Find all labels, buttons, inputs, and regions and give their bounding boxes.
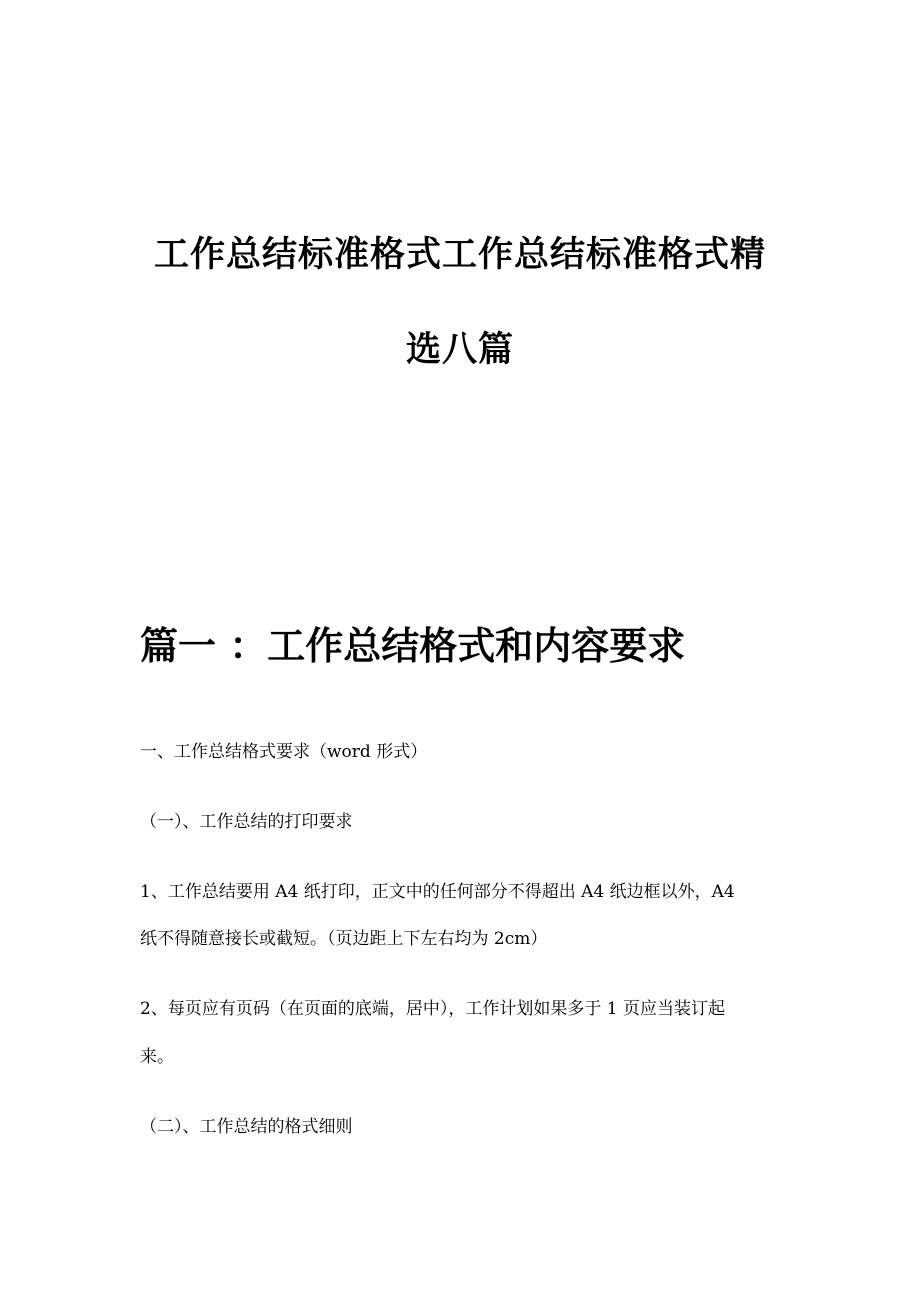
paragraph-item-1-line-1: 1、工作总结要用 A4 纸打印，正文中的任何部分不得超出 A4 纸边框以外，A4 bbox=[140, 882, 735, 902]
paragraph-print-requirements: （一）、工作总结的打印要求 bbox=[140, 812, 353, 832]
paragraph-format-details: （二）、工作总结的格式细则 bbox=[140, 1117, 353, 1137]
document-title-line-1: 工作总结标准格式工作总结标准格式精 bbox=[153, 235, 766, 275]
paragraph-item-2-line-1: 2、每页应有页码（在页面的底端，居中），工作计划如果多于 1 页应当装订起 bbox=[140, 999, 725, 1019]
paragraph-format-requirements: 一、工作总结格式要求（word 形式） bbox=[140, 742, 428, 762]
paragraph-item-1-line-2: 纸不得随意接长或截短。（页边距上下左右均为 2cm） bbox=[140, 929, 548, 949]
section-heading: 篇一 ：工作总结格式和内容要求 bbox=[140, 624, 686, 668]
document-title-line-2: 选八篇 bbox=[405, 330, 514, 370]
paragraph-item-2-line-2: 来。 bbox=[140, 1047, 174, 1067]
